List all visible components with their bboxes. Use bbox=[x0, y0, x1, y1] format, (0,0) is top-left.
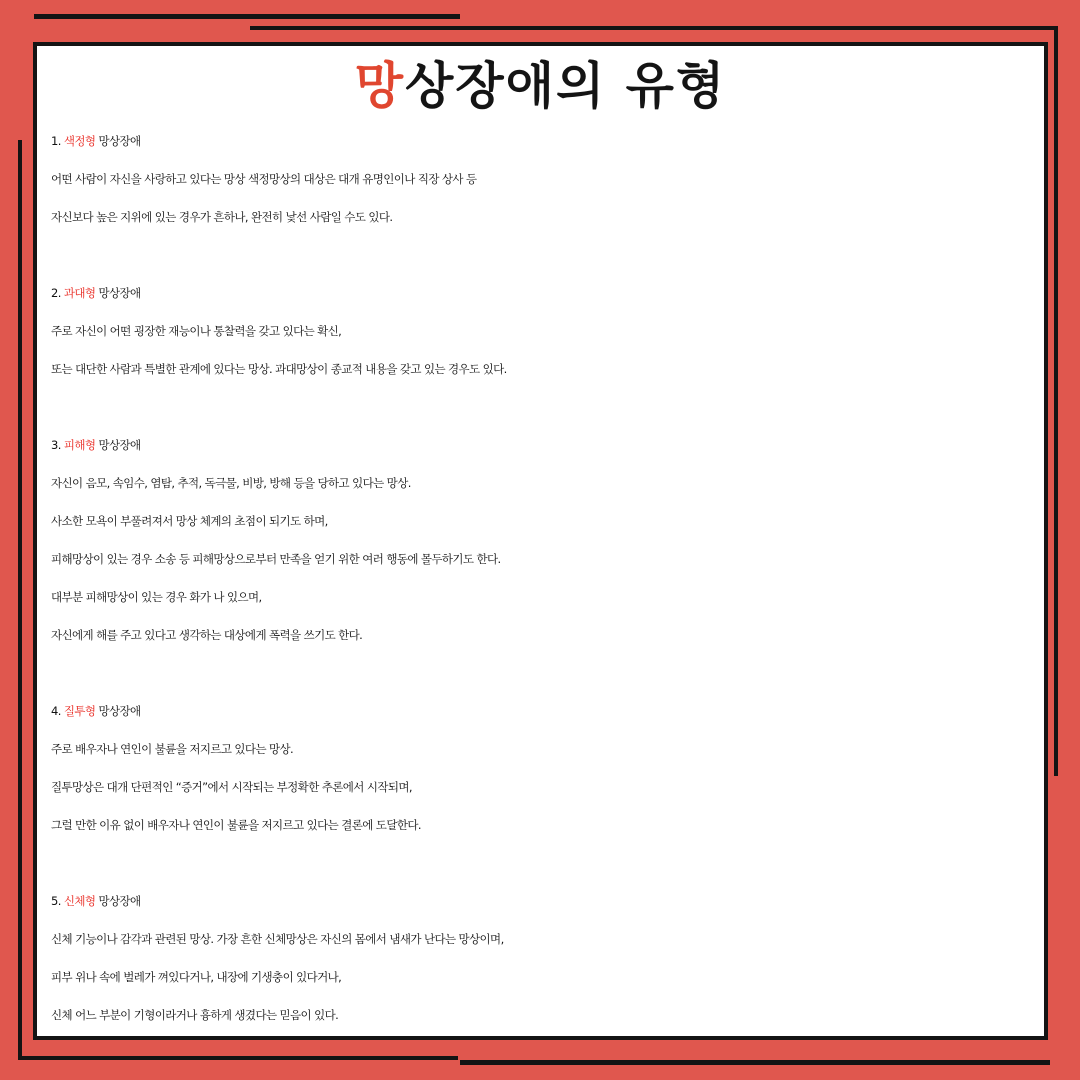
section-erotomanic bbox=[51, 122, 1044, 236]
section-text-line: 주로 자신이 어떤 굉장한 재능이나 통찰력을 갖고 있다는 확신, bbox=[51, 324, 342, 338]
section-number: 1. bbox=[51, 134, 61, 148]
section-suffix: 망상장애 bbox=[98, 894, 141, 908]
section-suffix: 망상장애 bbox=[98, 134, 141, 148]
section-text-line: 자신보다 높은 지위에 있는 경우가 흔하나, 완전히 낯선 사람일 수도 있다. bbox=[51, 210, 393, 224]
frame-bar-top-right bbox=[250, 26, 1055, 30]
frame-bar-right bbox=[1054, 26, 1058, 776]
section-grandiose bbox=[51, 274, 1044, 388]
section-type-name: 신체형 bbox=[63, 894, 96, 908]
section-heading bbox=[51, 122, 1044, 160]
section-type-name: 피해형 bbox=[63, 438, 96, 452]
section-heading bbox=[51, 426, 1044, 464]
section-text-line: 또는 대단한 사람과 특별한 관계에 있다는 망상. 과대망상이 종교적 내용을 갖고 있는 경우도 있다. bbox=[51, 362, 507, 376]
section-text-line: 피부 위나 속에 벌레가 껴있다거나, 내장에 기생충이 있다거나, bbox=[51, 970, 342, 984]
title-rest: 상장애의 유형 bbox=[405, 57, 727, 115]
section-number: 3. bbox=[51, 438, 61, 452]
section-suffix: 망상장애 bbox=[98, 286, 141, 300]
title-accent: 망 bbox=[354, 57, 406, 115]
sections-list bbox=[51, 122, 1044, 1034]
section-persecutory bbox=[51, 426, 1044, 654]
section-text-line: 자신이 음모, 속임수, 염탐, 추적, 독극물, 비방, 방해 등을 당하고 있다는 망상. bbox=[51, 476, 411, 490]
section-type-name: 색정형 bbox=[63, 134, 96, 148]
frame-bar-left bbox=[18, 140, 22, 1060]
section-type-name: 질투형 bbox=[63, 704, 96, 718]
section-text-line: 그럴 만한 이유 없이 배우자나 연인이 불륜을 저지르고 있다는 결론에 도달한다. bbox=[51, 818, 421, 832]
section-text-line: 어떤 사람이 자신을 사랑하고 있다는 망상 색정망상의 대상은 대개 유명인이나 직장 상사 등 bbox=[51, 172, 477, 186]
section-text-line: 사소한 모욕이 부풀려져서 망상 체계의 초점이 되기도 하며, bbox=[51, 514, 328, 528]
section-somatic bbox=[51, 882, 1044, 1034]
section-heading bbox=[51, 692, 1044, 730]
section-heading bbox=[51, 274, 1044, 312]
frame-bar-bottom-right bbox=[460, 1060, 1050, 1065]
page-title bbox=[37, 56, 1044, 116]
frame-bar-top-left bbox=[34, 14, 460, 19]
section-text-line: 대부분 피해망상이 있는 경우 화가 나 있으며, bbox=[51, 590, 262, 604]
section-text-line: 신체 어느 부분이 기형이라거나 흉하게 생겼다는 믿음이 있다. bbox=[51, 1008, 339, 1022]
content-panel bbox=[33, 42, 1048, 1040]
section-text-line: 피해망상이 있는 경우 소송 등 피해망상으로부터 만족을 얻기 위한 여러 행동에 몰두하기도 한다. bbox=[51, 552, 501, 566]
section-text-line: 신체 기능이나 감각과 관련된 망상. 가장 흔한 신체망상은 자신의 몸에서 냄새가 난다는 망상이며, bbox=[51, 932, 504, 946]
section-suffix: 망상장애 bbox=[98, 704, 141, 718]
section-number: 5. bbox=[51, 894, 61, 908]
section-text-line: 자신에게 해를 주고 있다고 생각하는 대상에게 폭력을 쓰기도 한다. bbox=[51, 628, 363, 642]
section-type-name: 과대형 bbox=[63, 286, 96, 300]
section-suffix: 망상장애 bbox=[98, 438, 141, 452]
section-number: 4. bbox=[51, 704, 61, 718]
frame-bar-bottom-left bbox=[18, 1056, 458, 1060]
section-jealous bbox=[51, 692, 1044, 844]
section-text-line: 주로 배우자나 연인이 불륜을 저지르고 있다는 망상. bbox=[51, 742, 294, 756]
section-text-line: 질투망상은 대개 단편적인 “증거”에서 시작되는 부정확한 추론에서 시작되며, bbox=[51, 780, 412, 794]
section-number: 2. bbox=[51, 286, 61, 300]
section-heading bbox=[51, 882, 1044, 920]
